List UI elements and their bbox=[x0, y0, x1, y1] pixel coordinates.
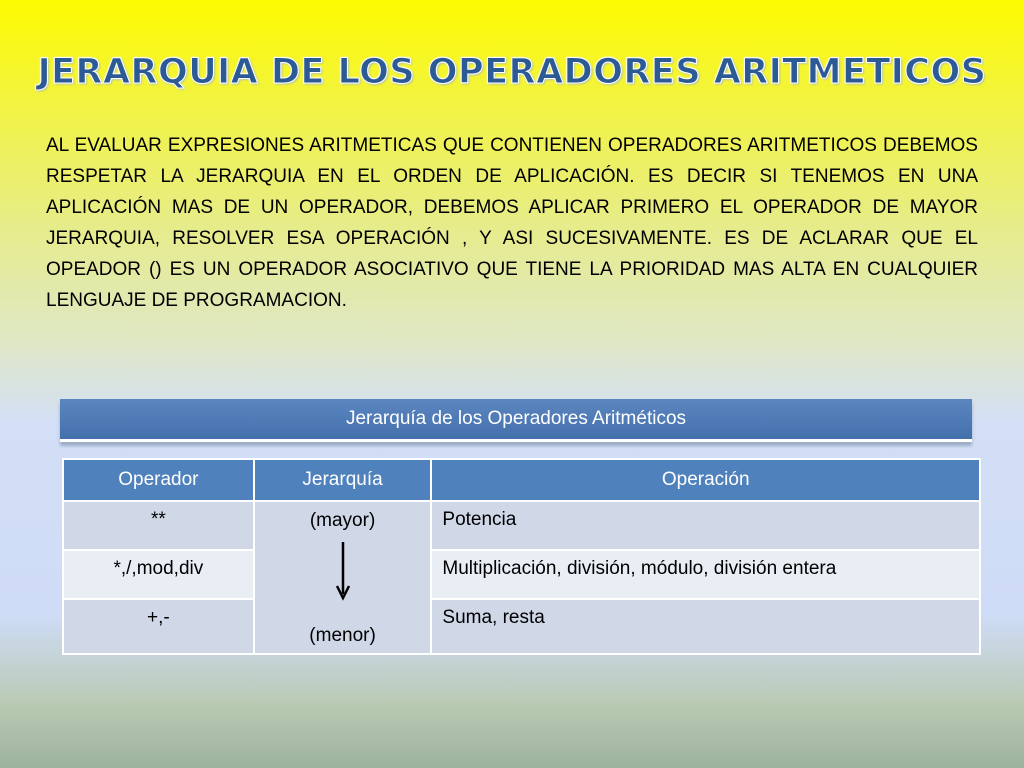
hierarchy-top-label: (mayor) bbox=[309, 510, 376, 531]
operation-cell: Suma, resta bbox=[431, 599, 980, 654]
slide-title: JERARQUIA DE LOS OPERADORES ARITMETICOS bbox=[37, 52, 987, 92]
operator-cell: ** bbox=[63, 501, 254, 550]
header-operador: Operador bbox=[63, 459, 254, 501]
header-operacion: Operación bbox=[431, 459, 980, 501]
hierarchy-cell bbox=[254, 501, 432, 654]
hierarchy-bottom-label: (menor) bbox=[309, 625, 376, 646]
intro-paragraph: AL EVALUAR EXPRESIONES ARITMETICAS QUE CONTIENEN OPERADORES ARITMETICOS DEBEMOS RESPETAR LA JERARQUIA EN EL ORDEN DE APLICACIÓN. ES DECIR SI TENEMOS EN UNA APLICACIÓN MAS DE UN OPERADOR, DEBEMOS APLICAR PRIMERO EL OPERADOR DE MAYOR JERARQUIA, RESOLVER ESA OPERACIÓN , Y ASI SUCESIVAMENTE. ES DE ACLARAR QUE EL OPEADOR () ES UN OPERADOR ASOCIATIVO QUE TIENE LA PRIORIDAD MAS ALTA EN CUALQUIER LENGUAJE DE PROGRAMACION. bbox=[46, 135, 978, 311]
operator-cell: *,/,mod,div bbox=[63, 550, 254, 599]
table-row bbox=[63, 550, 980, 599]
operation-cell: Potencia bbox=[431, 501, 980, 550]
table-caption-banner: Jerarquía de los Operadores Aritméticos bbox=[60, 399, 972, 442]
table-header-row bbox=[63, 459, 980, 501]
operation-cell: Multiplicación, división, módulo, división entera bbox=[431, 550, 980, 599]
table-row bbox=[63, 501, 980, 550]
table-row bbox=[63, 599, 980, 654]
header-jerarquia: Jerarquía bbox=[254, 459, 432, 501]
operator-cell: +,- bbox=[63, 599, 254, 654]
down-arrow-icon bbox=[335, 542, 351, 602]
operators-table bbox=[62, 458, 981, 655]
